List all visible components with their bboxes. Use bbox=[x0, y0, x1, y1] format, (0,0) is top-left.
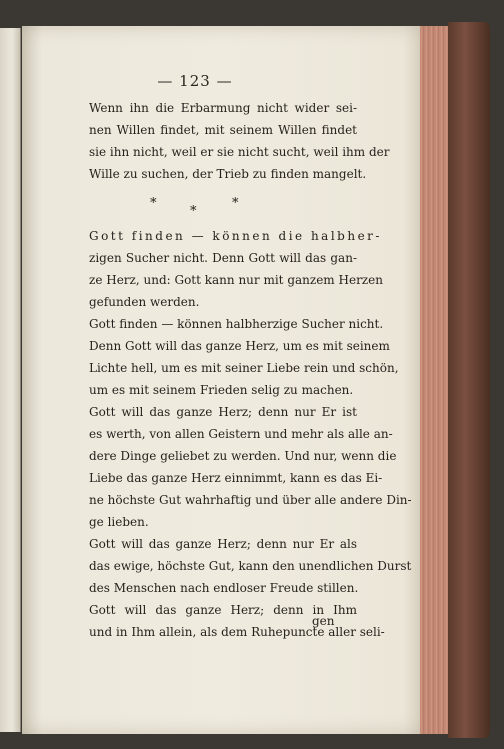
text-line: nen Willen findet, mit seinem Willen findet bbox=[89, 123, 357, 137]
text-line: Lichte hell, um es mit seiner Liebe rein und schön, bbox=[89, 361, 399, 375]
paragraph-5 bbox=[89, 533, 412, 599]
text-line: Gott will das ganze Herz; denn nur Er ist bbox=[89, 405, 357, 419]
text-line: gefunden werden. bbox=[89, 295, 200, 309]
text-line: Gott finden — können halbherzige Sucher nicht. bbox=[89, 317, 384, 331]
paragraph-4 bbox=[89, 401, 412, 533]
star-glyph: * bbox=[232, 196, 239, 211]
paragraph-3 bbox=[89, 313, 399, 401]
text-line: das ewige, höchste Gut, kann den unendlichen Durst bbox=[89, 559, 412, 573]
text-line: Gott finden — können die halbher- bbox=[89, 229, 382, 243]
page-text bbox=[89, 97, 412, 643]
book-cover bbox=[448, 22, 490, 738]
paragraph-1 bbox=[89, 97, 390, 185]
text-line: ne höchste Gut wahrhaftig und über alle andere Din- bbox=[89, 493, 412, 507]
text-line: ze Herz, und: Gott kann nur mit ganzem Herzen bbox=[89, 273, 383, 287]
text-line: des Menschen nach endloser Freude stillen. bbox=[89, 581, 359, 595]
text-line: es werth, von allen Geistern und mehr als alle an- bbox=[89, 427, 393, 441]
star-glyph: * bbox=[150, 196, 157, 211]
text-line: Gott will das ganze Herz; denn nur Er als bbox=[89, 537, 357, 551]
star-glyph: * bbox=[190, 204, 197, 219]
text-line: und in Ihm allein, als dem Ruhepuncte aller seli- bbox=[89, 625, 385, 639]
text-line: zigen Sucher nicht. Denn Gott will das gan- bbox=[89, 251, 357, 265]
left-page-edge bbox=[0, 28, 21, 732]
text-line: Liebe das ganze Herz einnimmt, kann es das Ei- bbox=[89, 471, 383, 485]
catchword: gen bbox=[312, 614, 335, 628]
text-line: Wille zu suchen, der Trieb zu finden mangelt. bbox=[89, 167, 367, 181]
paragraph-2 bbox=[89, 225, 383, 313]
page-number: — 123 — bbox=[157, 72, 233, 90]
text-line: ge lieben. bbox=[89, 515, 149, 529]
text-line: Wenn ihn die Erbarmung nicht wider sei- bbox=[89, 101, 357, 115]
page-fore-edge bbox=[420, 26, 450, 734]
section-divider-stars bbox=[150, 196, 250, 219]
text-line: sie ihn nicht, weil er sie nicht sucht, weil ihm der bbox=[89, 145, 390, 159]
text-line: um es mit seinem Frieden selig zu machen. bbox=[89, 383, 354, 397]
text-line: Gott will das ganze Herz; denn in Ihm bbox=[89, 603, 357, 617]
text-line: Denn Gott will das ganze Herz, um es mit seinem bbox=[89, 339, 390, 353]
text-line: dere Dinge geliebet zu werden. Und nur, wenn die bbox=[89, 449, 397, 463]
